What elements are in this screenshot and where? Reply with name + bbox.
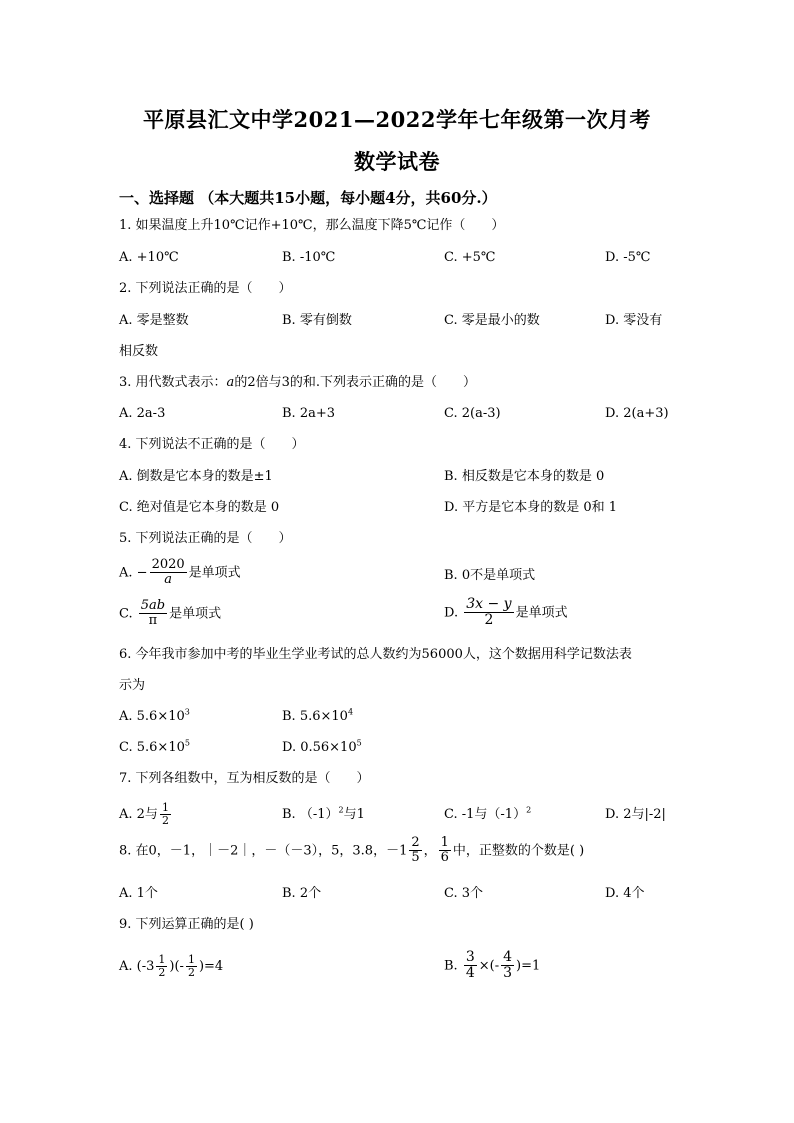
question-6-option-d — [282, 738, 362, 755]
question-4-option-a: A. 倒数是它本身的数是±1 — [119, 469, 273, 484]
fraction-1-over-2 — [160, 802, 171, 827]
option-a-text-pre: A. (-3 — [119, 959, 155, 975]
question-4-option-b: B. 相反数是它本身的数是 0 — [444, 469, 605, 484]
question-2-option-c: C. 零是最小的数 — [444, 313, 540, 328]
question-3-option-a: A. 2a-3 — [119, 406, 166, 421]
question-2-continuation: 相反数 — [119, 344, 159, 359]
option-c-label: C. — [119, 606, 133, 622]
option-d-base: D. 0.56×10 — [282, 740, 357, 755]
question-3-stem-post: 的2倍与3的和.下列表示正确的是（ ） — [234, 375, 476, 390]
option-b-exponent: 2 — [338, 805, 344, 815]
question-6-option-a — [119, 707, 190, 724]
question-8-stem-pre: 8. 在0，－1，｜－2｜，－（－3），5，3.8，－1 — [119, 843, 408, 859]
fraction-numerator: 1 — [161, 801, 169, 814]
question-3-variable: a — [226, 375, 235, 390]
question-7-option-c — [444, 805, 532, 822]
separator: ， — [423, 843, 437, 859]
question-3-stem-pre: 3. 用代数式表示： — [119, 375, 227, 390]
fraction-numerator: 3x − y — [466, 596, 512, 612]
fraction-numerator: 2020 — [151, 557, 185, 572]
question-2-option-b: B. 零有倒数 — [282, 313, 352, 328]
option-c-text: C. -1与（-1） — [444, 807, 527, 822]
option-b-text: B. （-1） — [282, 807, 339, 822]
fraction-denominator: 2 — [484, 612, 494, 629]
option-c-base: C. 5.6×10 — [119, 740, 185, 755]
question-9-option-b — [444, 950, 540, 982]
fraction-2020-over-a — [150, 558, 187, 588]
fraction-denominator: 3 — [503, 965, 513, 982]
fraction-numerator: 1 — [158, 953, 166, 966]
option-d-label: D. — [444, 605, 459, 621]
fraction-numerator: 4 — [503, 949, 513, 965]
option-b-text-post: )=1 — [516, 958, 541, 974]
question-3-stem — [119, 376, 476, 389]
fraction-denominator: 4 — [465, 965, 475, 982]
option-a-text-post: )=4 — [198, 959, 224, 975]
question-6-option-c — [119, 738, 190, 755]
fraction-denominator: a — [164, 572, 172, 588]
option-c-exponent: 2 — [526, 805, 532, 815]
fraction-denominator: 2 — [187, 966, 195, 980]
option-a-base: A. 5.6×10 — [119, 709, 185, 724]
question-1-stem: 1. 如果温度上升10℃记作+10℃，那么温度下降5℃记作（ ） — [119, 218, 505, 233]
question-1-option-c: C. +5℃ — [444, 250, 496, 265]
question-5-option-d — [444, 597, 568, 629]
question-7-stem: 7. 下列各组数中，互为相反数的是（ ） — [119, 771, 370, 786]
question-1-option-d: D. -5℃ — [605, 250, 651, 265]
question-5-option-a — [119, 558, 241, 588]
option-a-tail: 是单项式 — [188, 565, 241, 581]
question-3-option-d: D. 2(a+3) — [605, 406, 669, 421]
option-d-exponent: 5 — [356, 738, 362, 748]
option-a-text-mid: )(- — [169, 959, 184, 975]
fraction-3-over-4 — [464, 950, 477, 982]
fraction-5ab-over-pi — [139, 599, 167, 629]
fraction-denominator: 2 — [161, 814, 169, 828]
fraction-3x-minus-y-over-2 — [464, 597, 513, 629]
option-b-base: B. 5.6×10 — [282, 709, 348, 724]
exam-title: 平原县汇文中学2021—2022学年七年级第一次月考 — [143, 107, 651, 132]
fraction-numerator: 3 — [465, 949, 475, 965]
question-6-stem: 6. 今年我市参加中考的毕业生学业考试的总人数约为56000人，这个数据用科学记数法表 — [119, 647, 632, 662]
question-5-option-b: B. 0不是单项式 — [444, 568, 536, 583]
section-heading: 一、选择题 （本大题共15小题，每小题4分，共60分.） — [119, 189, 497, 207]
question-5-stem: 5. 下列说法正确的是（ ） — [119, 531, 292, 546]
fraction-numerator: 2 — [411, 835, 420, 850]
option-b-exponent: 4 — [347, 707, 354, 717]
question-2-stem: 2. 下列说法正确的是（ ） — [119, 281, 292, 296]
fraction-1-over-6 — [439, 836, 451, 866]
fraction-denominator: 2 — [158, 966, 166, 980]
option-a-text: A. 2与 — [119, 807, 158, 823]
exam-subtitle: 数学试卷 — [354, 149, 440, 174]
question-3-option-b: B. 2a+3 — [282, 406, 336, 421]
question-9-stem: 9. 下列运算正确的是( ) — [119, 917, 254, 932]
question-7-option-a — [119, 802, 173, 827]
question-3-option-c: C. 2(a-3) — [444, 406, 501, 421]
fraction-denominator: π — [148, 613, 158, 629]
fraction-1-over-2 — [186, 954, 197, 979]
question-8-option-d: D. 4个 — [605, 886, 645, 901]
option-a-exponent: 3 — [184, 707, 190, 717]
question-1-option-b: B. -10℃ — [282, 250, 336, 265]
fraction-4-over-3 — [501, 950, 514, 982]
option-a-label: A. — [119, 565, 133, 581]
minus-sign: − — [136, 565, 148, 581]
question-2-option-a: A. 零是整数 — [119, 313, 189, 328]
option-b-text-mid: ×(- — [478, 958, 500, 974]
fraction-denominator: 5 — [411, 850, 420, 866]
fraction-denominator: 6 — [440, 850, 449, 866]
option-b-label: B. — [444, 958, 458, 974]
question-9-option-a — [119, 954, 223, 979]
fraction-numerator: 5ab — [140, 598, 166, 613]
question-5-option-c — [119, 599, 221, 629]
option-d-tail: 是单项式 — [515, 605, 568, 621]
fraction-numerator: 1 — [440, 835, 449, 850]
question-6-continuation: 示为 — [119, 678, 146, 693]
question-4-option-c: C. 绝对值是它本身的数是 0 — [119, 500, 280, 515]
question-8-stem — [119, 836, 584, 866]
option-b-tail: 与1 — [343, 807, 365, 822]
fraction-2-over-5 — [409, 836, 421, 866]
question-7-option-b — [282, 805, 365, 822]
question-4-option-d: D. 平方是它本身的数是 0和 1 — [444, 500, 618, 515]
fraction-1-over-2 — [156, 954, 167, 979]
question-6-option-b — [282, 707, 354, 724]
question-2-option-d: D. 零没有 — [605, 313, 663, 328]
option-c-tail: 是单项式 — [169, 606, 222, 622]
option-c-exponent: 5 — [184, 738, 190, 748]
question-8-option-c: C. 3个 — [444, 886, 484, 901]
question-8-stem-post: 中，正整数的个数是( ) — [452, 843, 585, 859]
question-7-option-d: D. 2与|-2| — [605, 807, 666, 822]
question-1-option-a: A. +10℃ — [119, 250, 179, 265]
fraction-numerator: 1 — [187, 953, 195, 966]
question-4-stem: 4. 下列说法不正确的是（ ） — [119, 437, 305, 452]
question-8-option-a: A. 1个 — [119, 886, 158, 901]
question-8-option-b: B. 2个 — [282, 886, 322, 901]
